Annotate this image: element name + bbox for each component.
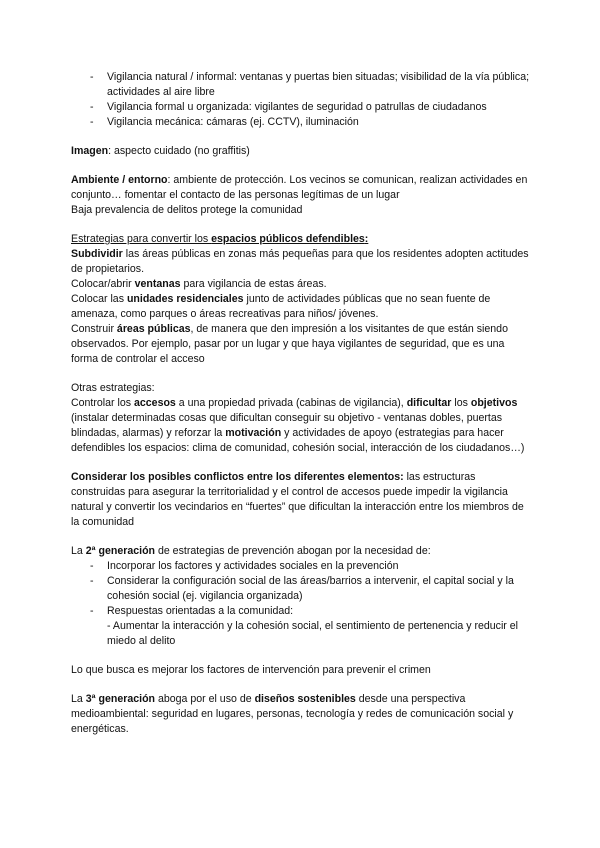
paragraph-text: de estrategias de prevención abogan por la necesidad de: — [155, 545, 431, 557]
tercera-paragraph — [71, 692, 531, 737]
ambiente-line2: Baja prevalencia de delitos protege la comunidad — [71, 204, 303, 216]
imagen-text: : aspecto cuidado (no graffitis) — [108, 145, 250, 157]
bold-term: 3ª generación — [85, 693, 156, 705]
paragraph-text: , de manera que den impresión a los visitantes de que están siendo observados. Por ejemplo, pasar por un lugar y que haya vigilantes de seguridad, que es una forma de controlar el acceso — [71, 323, 508, 365]
bold-term: unidades residenciales — [126, 293, 244, 305]
segunda-list — [71, 559, 531, 649]
bold-term: motivación — [225, 427, 282, 439]
paragraph-text: La — [71, 693, 86, 705]
paragraph-text: los — [451, 397, 471, 409]
paragraph-text: Controlar los — [71, 397, 134, 409]
paragraph-text: Construir — [71, 323, 117, 335]
paragraph-text: a una propiedad privada (cabinas de vigilancia), — [175, 397, 407, 409]
paragraph-text: aboga por el uso de — [155, 693, 255, 705]
bold-term: dificultar — [406, 397, 452, 409]
subdividir-paragraph — [71, 247, 531, 277]
bold-term: 2ª generación — [85, 545, 156, 557]
paragraph-text: las áreas públicas en zonas más pequeñas para que los residentes adopten actitudes de propietarios. — [71, 248, 529, 275]
ambiente-text: : ambiente de protección. Los vecinos se comunican, realizan actividades en conjunto… fomentar el contacto de las personas legítimas de un lugar — [71, 174, 528, 201]
paragraph-text: La — [71, 545, 86, 557]
paragraph-text: desde una perspectiva medioambiental: seguridad en lugares, personas, tecnología y redes de comunicación social y energéticas. — [71, 693, 514, 735]
estrategias-heading — [71, 232, 531, 247]
heading-bold: espacios públicos defendibles — [211, 233, 365, 245]
bold-term: Subdividir — [71, 248, 123, 260]
otras-paragraph — [71, 396, 531, 456]
vigilancia-list — [71, 70, 531, 130]
heading-suffix: : — [364, 233, 369, 245]
document-page — [71, 70, 531, 737]
bold-term: diseños sostenibles — [254, 693, 356, 705]
ambiente-label: Ambiente / entorno — [71, 174, 168, 186]
busca-paragraph: Lo que busca es mejorar los factores de intervención para prevenir el crimen — [71, 664, 431, 676]
otras-heading: Otras estrategias: — [71, 382, 155, 394]
unidades-paragraph — [71, 292, 531, 322]
bold-term: Considerar los posibles conflictos entre los diferentes elementos: — [71, 471, 404, 483]
list-item: - Vigilancia formal u organizada: vigilantes de seguridad o patrullas de ciudadanos — [71, 100, 531, 115]
areas-publicas-paragraph — [71, 322, 531, 367]
ventanas-paragraph — [71, 277, 531, 292]
paragraph-text: las estructuras construidas para asegurar la territorialidad y el control de accesos puede impedir la vigilancia natural y convertir los vecindarios en “fuertes” que dificultan la interacción entre los miembros de la comunidad — [71, 471, 524, 528]
bold-term: áreas públicas — [116, 323, 191, 335]
paragraph-text: Colocar/abrir — [71, 278, 135, 290]
list-item: - Vigilancia mecánica: cámaras (ej. CCTV), iluminación — [71, 115, 531, 130]
sub-item: - Aumentar la interacción y la cohesión social, el sentimiento de pertenencia y reducir el miedo al delito — [107, 620, 519, 647]
imagen-paragraph — [71, 144, 531, 159]
paragraph-text: (instalar determinadas cosas que dificultan conseguir su objetivo - ventanas dobles, puertas blindadas, alarmas) y reforzar la — [71, 412, 503, 439]
bold-term: accesos — [134, 397, 176, 409]
list-item: - Vigilancia natural / informal: ventanas y puertas bien situadas; visibilidad de la vía pública; actividades al aire libre — [71, 70, 531, 100]
bold-term: ventanas — [134, 278, 181, 290]
list-item — [71, 604, 531, 649]
segunda-paragraph — [71, 544, 531, 559]
ambiente-paragraph — [71, 173, 531, 203]
conflictos-paragraph — [71, 470, 531, 530]
list-item-text: Respuestas orientadas a la comunidad: — [107, 605, 294, 617]
paragraph-text: Colocar las — [71, 293, 127, 305]
paragraph-text: y actividades de apoyo (estrategias para hacer defendibles los espacios: clima de comunidad, cohesión social, interacción de los ciudadanos…) — [71, 427, 525, 454]
heading-prefix: Estrategias para convertir los — [71, 233, 212, 245]
list-item: - Incorporar los factores y actividades sociales en la prevención — [71, 559, 531, 574]
paragraph-text: junto de actividades públicas que no sean fuente de amenaza, como parques o áreas recreativas para niños/ jóvenes. — [71, 293, 491, 320]
bold-term: objetivos — [470, 397, 518, 409]
paragraph-text: para vigilancia de estas áreas. — [180, 278, 327, 290]
list-item: - Considerar la configuración social de las áreas/barrios a intervenir, el capital social y la cohesión social (ej. vigilancia organizada) — [71, 574, 531, 604]
imagen-label: Imagen — [71, 145, 109, 157]
